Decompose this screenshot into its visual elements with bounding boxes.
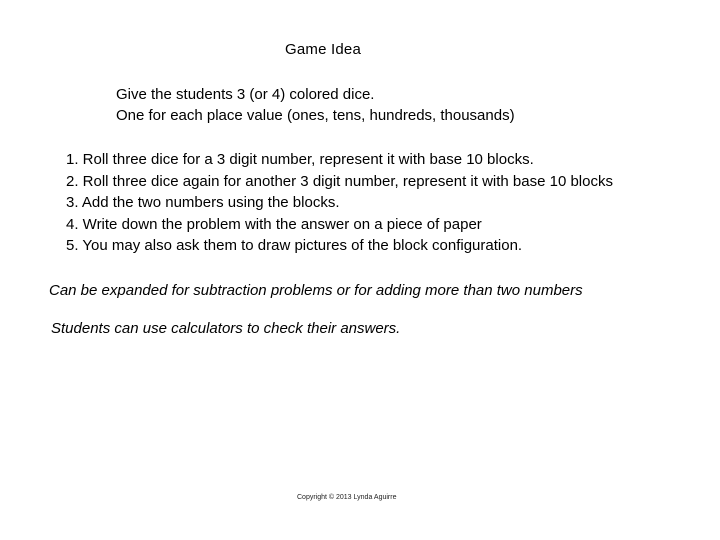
expansion-note: Can be expanded for subtraction problems or for adding more than two numbers	[49, 282, 583, 299]
slide-title: Game Idea	[285, 41, 362, 58]
calculator-note: Students can use calculators to check their answers.	[51, 320, 401, 337]
intro-line: Give the students 3 (or 4) colored dice.	[116, 86, 375, 103]
step-item: 1. Roll three dice for a 3 digit number, represent it with base 10 blocks.	[66, 151, 534, 168]
step-item: 3. Add the two numbers using the blocks.	[66, 194, 340, 211]
step-item: 4. Write down the problem with the answer on a piece of paper	[66, 215, 482, 233]
step-item: 2. Roll three dice again for another 3 digit number, represent it with base 10 blocks	[66, 172, 613, 190]
steps-list	[66, 149, 613, 257]
copyright-notice: Copyright © 2013 Lynda Aguirre	[297, 494, 397, 501]
intro-line: One for each place value (ones, tens, hundreds, thousands)	[116, 107, 515, 124]
step-item: 5. You may also ask them to draw pictures of the block configuration.	[66, 237, 523, 254]
intro-block	[116, 84, 515, 126]
